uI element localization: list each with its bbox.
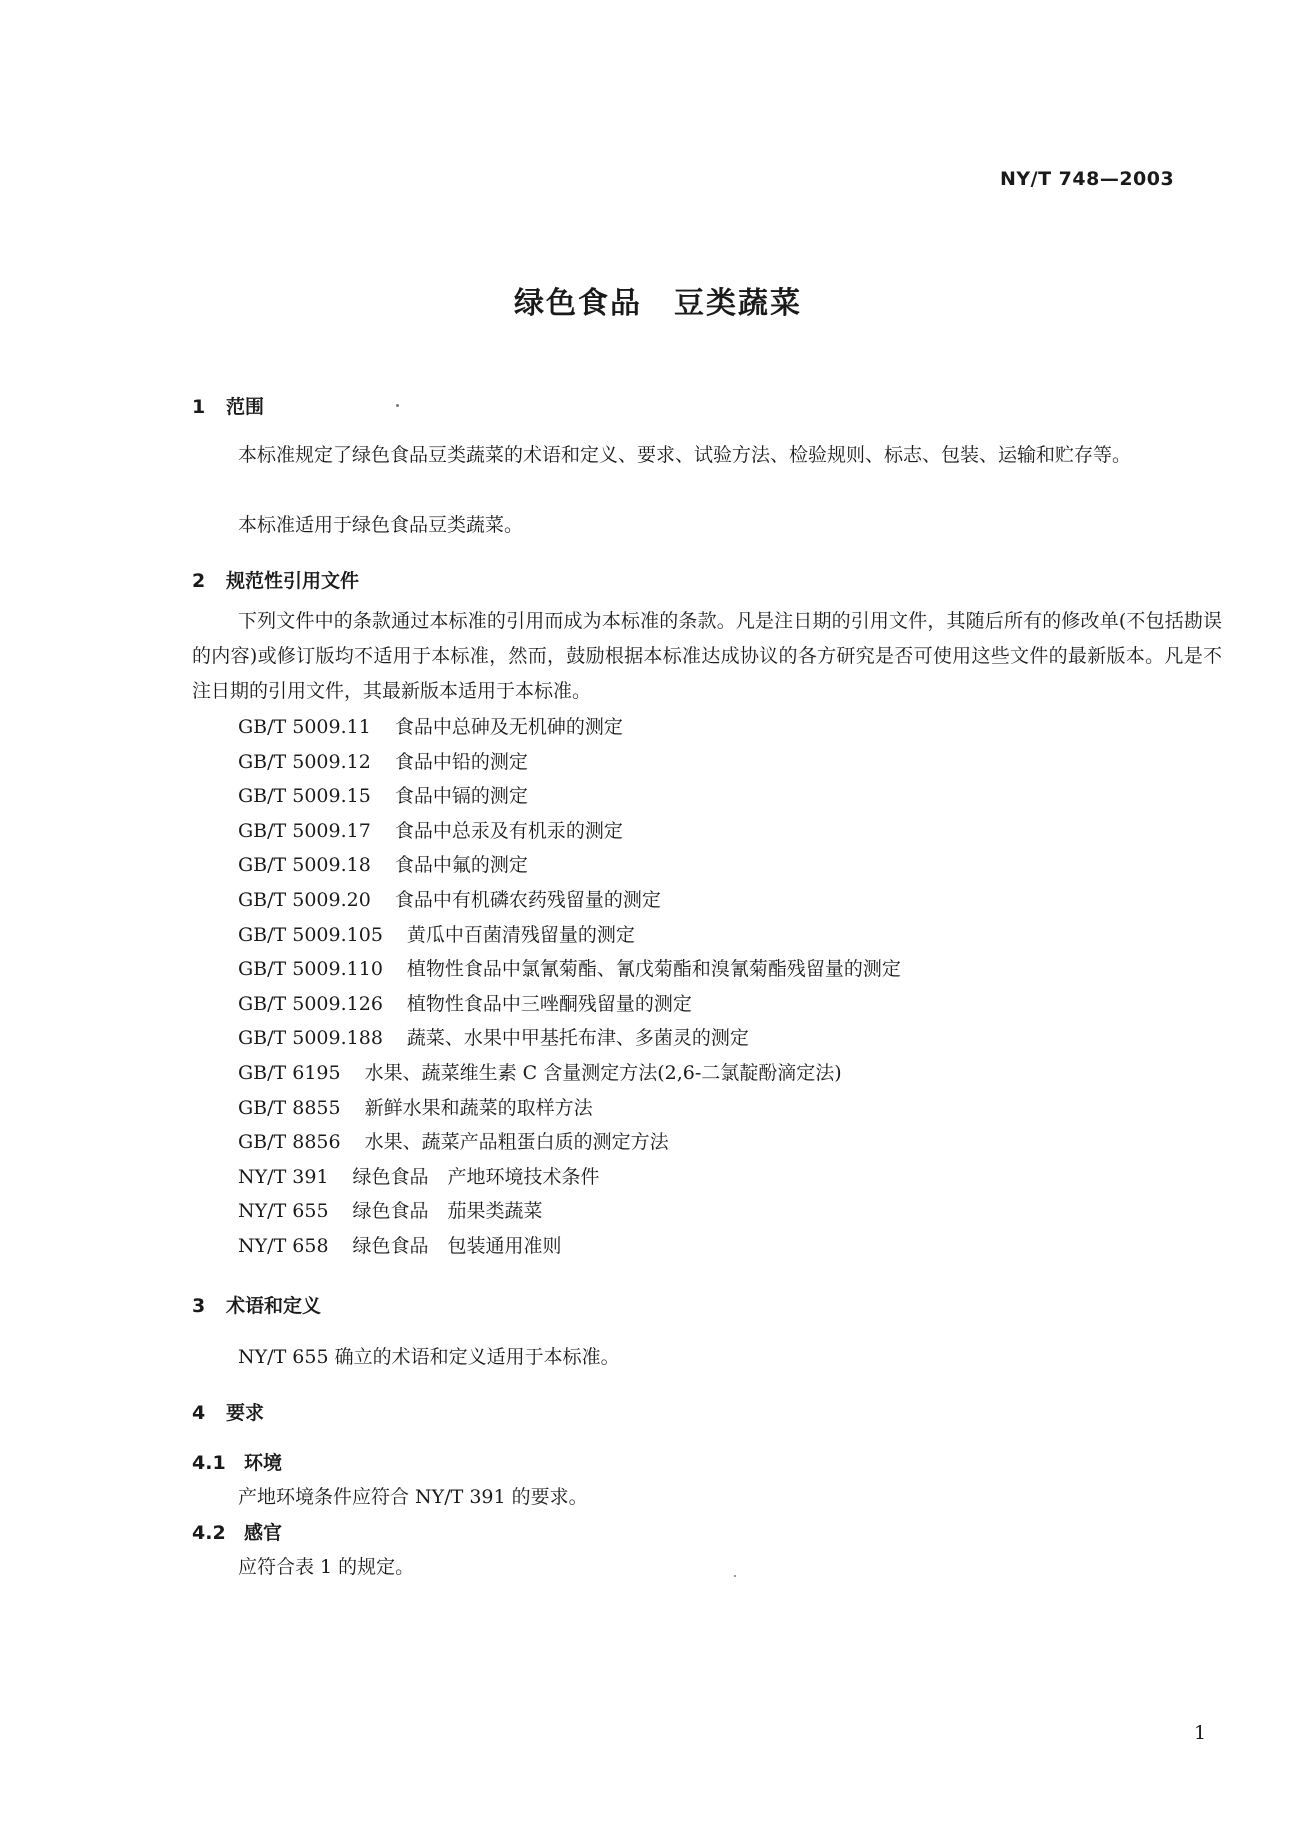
section-1-paragraph-2: 本标准适用于绿色食品豆类蔬菜。 (238, 514, 524, 536)
reference-name: 绿色食品 茄果类蔬菜 (352, 1200, 543, 1223)
reference-item (238, 1021, 901, 1056)
section-4-1-heading (192, 1448, 282, 1475)
reference-name: 食品中有机磷农药残留量的测定 (394, 888, 661, 911)
reference-name: 食品中总砷及无机砷的测定 (394, 716, 623, 738)
section-1-heading (192, 392, 264, 419)
section-1-paragraph-1: 本标准规定了绿色食品豆类蔬菜的术语和定义、要求、试验方法、检验规则、标志、包装、运输和贮存等。 (238, 444, 1132, 466)
reference-item (238, 952, 901, 987)
reference-item (238, 814, 901, 849)
reference-item (238, 918, 901, 953)
section-number: 2 (192, 570, 206, 592)
reference-name: 水果、蔬菜维生素 C 含量测定方法(2,6-二氯靛酚滴定法) (364, 1061, 842, 1084)
section-number: 4.2 (192, 1522, 226, 1544)
document-title: 绿色食品 豆类蔬菜 (514, 286, 802, 321)
reference-code: GB/T 5009.105 (238, 923, 383, 946)
reference-name: 黄瓜中百菌清残留量的测定 (406, 923, 635, 946)
reference-item (238, 848, 901, 883)
reference-code: GB/T 5009.12 (238, 750, 371, 773)
section-3-heading (192, 1291, 321, 1318)
section-4-2-heading (192, 1518, 282, 1545)
section-4-1-paragraph: 产地环境条件应符合 NY/T 391 的要求。 (238, 1486, 588, 1508)
reference-name: 绿色食品 包装通用准则 (352, 1234, 562, 1257)
reference-item (238, 1056, 901, 1091)
reference-item (238, 779, 901, 814)
section-number: 4 (192, 1402, 206, 1424)
reference-code: GB/T 5009.15 (238, 785, 371, 808)
page-number: 1 (1194, 1722, 1207, 1744)
reference-code: GB/T 8856 (238, 1131, 341, 1154)
section-4-2-paragraph: 应符合表 1 的规定。 (238, 1556, 415, 1578)
reference-code: NY/T 391 (238, 1165, 329, 1188)
reference-name: 水果、蔬菜产品粗蛋白质的测定方法 (364, 1131, 669, 1154)
reference-item (238, 1160, 901, 1195)
reference-item (238, 710, 901, 745)
reference-item (238, 745, 901, 780)
reference-item (238, 1125, 901, 1160)
section-3-paragraph-1: NY/T 655 确立的术语和定义适用于本标准。 (238, 1346, 620, 1368)
reference-name: 食品中铅的测定 (394, 750, 528, 773)
reference-list (238, 710, 901, 1264)
reference-code: GB/T 5009.126 (238, 992, 383, 1015)
section-number: 3 (192, 1295, 206, 1317)
reference-item (238, 987, 901, 1022)
reference-name: 食品中氟的测定 (394, 854, 528, 877)
section-title: 规范性引用文件 (226, 570, 360, 592)
reference-item (238, 883, 901, 918)
reference-code: NY/T 655 (238, 1200, 329, 1223)
section-2-heading (192, 566, 359, 593)
scan-speck (734, 1575, 736, 1577)
reference-name: 绿色食品 产地环境技术条件 (352, 1165, 600, 1188)
standard-number: NY/T 748—2003 (1000, 168, 1175, 190)
reference-name: 食品中镉的测定 (394, 785, 528, 808)
reference-name: 食品中总汞及有机汞的测定 (394, 819, 623, 842)
reference-name: 植物性食品中氯氰菊酯、氰戊菊酯和溴氰菊酯残留量的测定 (406, 958, 901, 981)
reference-code: GB/T 5009.188 (238, 1027, 383, 1050)
reference-name: 新鲜水果和蔬菜的取样方法 (364, 1096, 593, 1119)
reference-code: GB/T 5009.11 (238, 716, 371, 738)
reference-code: GB/T 5009.18 (238, 854, 371, 877)
reference-name: 植物性食品中三唑酮残留量的测定 (406, 992, 692, 1015)
section-title: 感官 (244, 1522, 283, 1544)
reference-item (238, 1091, 901, 1126)
section-title: 要求 (226, 1402, 265, 1424)
section-number: 4.1 (192, 1452, 226, 1474)
reference-code: GB/T 8855 (238, 1096, 341, 1119)
section-2-paragraph-1: 下列文件中的条款通过本标准的引用而成为本标准的条款。凡是注日期的引用文件，其随后所有的修改单(不包括勘误的内容)或修订版均不适用于本标准，然而，鼓励根据本标准达成协议的各方研究是否可使用这些文件的最新版本。凡是不注日期的引用文件，其最新版本适用于本标准。 (192, 610, 1222, 702)
reference-item (238, 1194, 901, 1229)
section-title: 环境 (244, 1452, 283, 1474)
section-title: 范围 (226, 396, 265, 418)
scan-speck (396, 404, 399, 407)
section-4-heading (192, 1398, 264, 1425)
reference-code: GB/T 5009.20 (238, 888, 371, 911)
section-title: 术语和定义 (226, 1295, 322, 1317)
reference-code: GB/T 6195 (238, 1061, 341, 1084)
section-number: 1 (192, 396, 206, 418)
reference-code: GB/T 5009.110 (238, 958, 383, 981)
reference-code: NY/T 658 (238, 1234, 329, 1257)
reference-code: GB/T 5009.17 (238, 819, 371, 842)
reference-item (238, 1229, 901, 1264)
reference-name: 蔬菜、水果中甲基托布津、多菌灵的测定 (406, 1027, 749, 1050)
